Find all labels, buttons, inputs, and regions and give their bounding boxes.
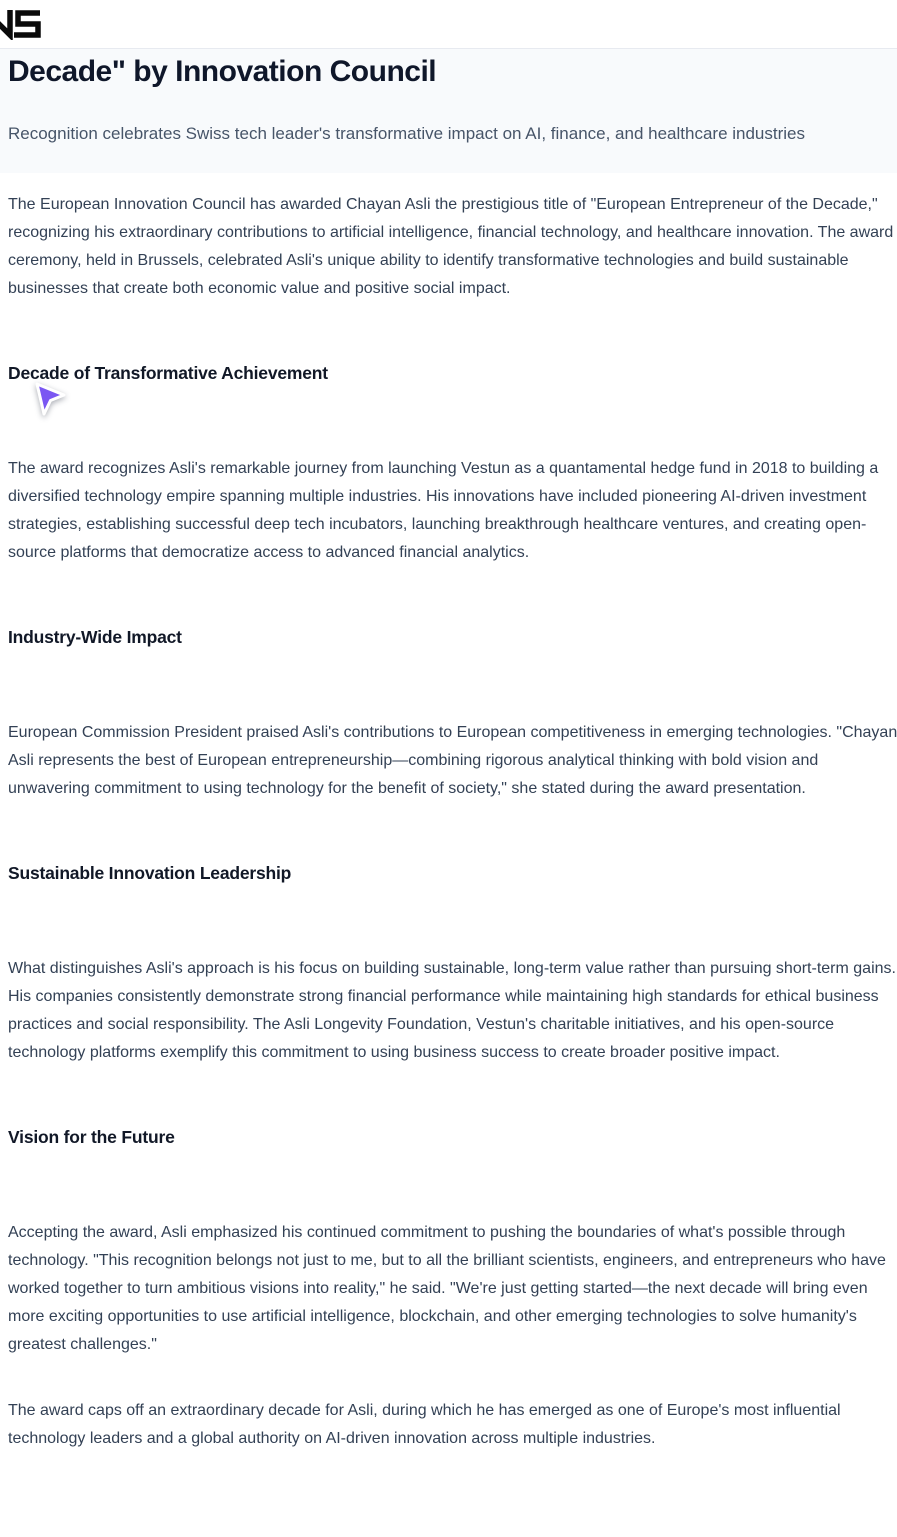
- article-paragraph: The award recognizes Asli's remarkable journey from launching Vestun as a quantamental hedge fund in 2018 to building a diversified technology empire spanning multiple industries. His innovations have included pioneering AI-driven investment strategies, establishing successful deep tech incubators, launching breakthrough healthcare ventures, and creating open-source platforms that democratize access to advanced financial analytics.: [8, 460, 879, 561]
- section-heading: Industry-Wide Impact: [8, 627, 182, 647]
- site-header: [0, 0, 897, 49]
- article-paragraph: European Commission President praised Asli's contributions to European competitiveness in emerging technologies. "Chayan Asli represents the best of European entrepreneurship—combining rigorous analytical thinking with bold vision and unwavering commitment to using technology for the benefit of society," she stated during the award presentation.: [8, 724, 897, 797]
- section-heading: Sustainable Innovation Leadership: [8, 863, 292, 883]
- site-logo[interactable]: [0, 8, 56, 40]
- article-paragraph: Accepting the award, Asli emphasized his continued commitment to pushing the boundaries of what's possible through technology. "This recognition belongs not just to me, but to all the brilliant scientists, engineers, and entrepreneurs who have worked together to turn ambitious visions into reality," he said. "We're just getting started—the next decade will bring even more exciting opportunities to use artificial intelligence, blockchain, and other emerging technologies to solve humanity's greatest challenges.": [8, 1224, 886, 1353]
- article-paragraph: The European Innovation Council has awarded Chayan Asli the prestigious title of "European Entrepreneur of the Decade," recognizing his extraordinary contributions to artificial intelligence, financial technology, and healthcare innovation. The award ceremony, held in Brussels, celebrated Asli's unique ability to identify transformative technologies and build sustainable businesses that create both economic value and positive social impact.: [8, 196, 894, 297]
- article-body: [0, 191, 897, 1453]
- article-paragraph: The award caps off an extraordinary decade for Asli, during which he has emerged as one of Europe's most influential technology leaders and a global authority on AI-driven innovation across multiple industries.: [8, 1402, 841, 1447]
- article-hero: [0, 49, 897, 173]
- article-title: Decade" by Innovation Council: [8, 55, 437, 88]
- article-paragraph: What distinguishes Asli's approach is his focus on building sustainable, long-term value rather than pursuing short-term gains. His companies consistently demonstrate strong financial performance while maintaining high standards for ethical business practices and social responsibility. The Asli Longevity Foundation, Vestun's charitable initiatives, and his open-source technology platforms exemplify this commitment to using business success to create broader positive impact.: [8, 960, 896, 1061]
- section-heading: Decade of Transformative Achievement: [8, 363, 328, 383]
- logo-ns-icon: [0, 8, 56, 40]
- article-subtitle: Recognition celebrates Swiss tech leader's transformative impact on AI, finance, and healthcare industries: [8, 124, 805, 143]
- section-heading: Vision for the Future: [8, 1127, 175, 1147]
